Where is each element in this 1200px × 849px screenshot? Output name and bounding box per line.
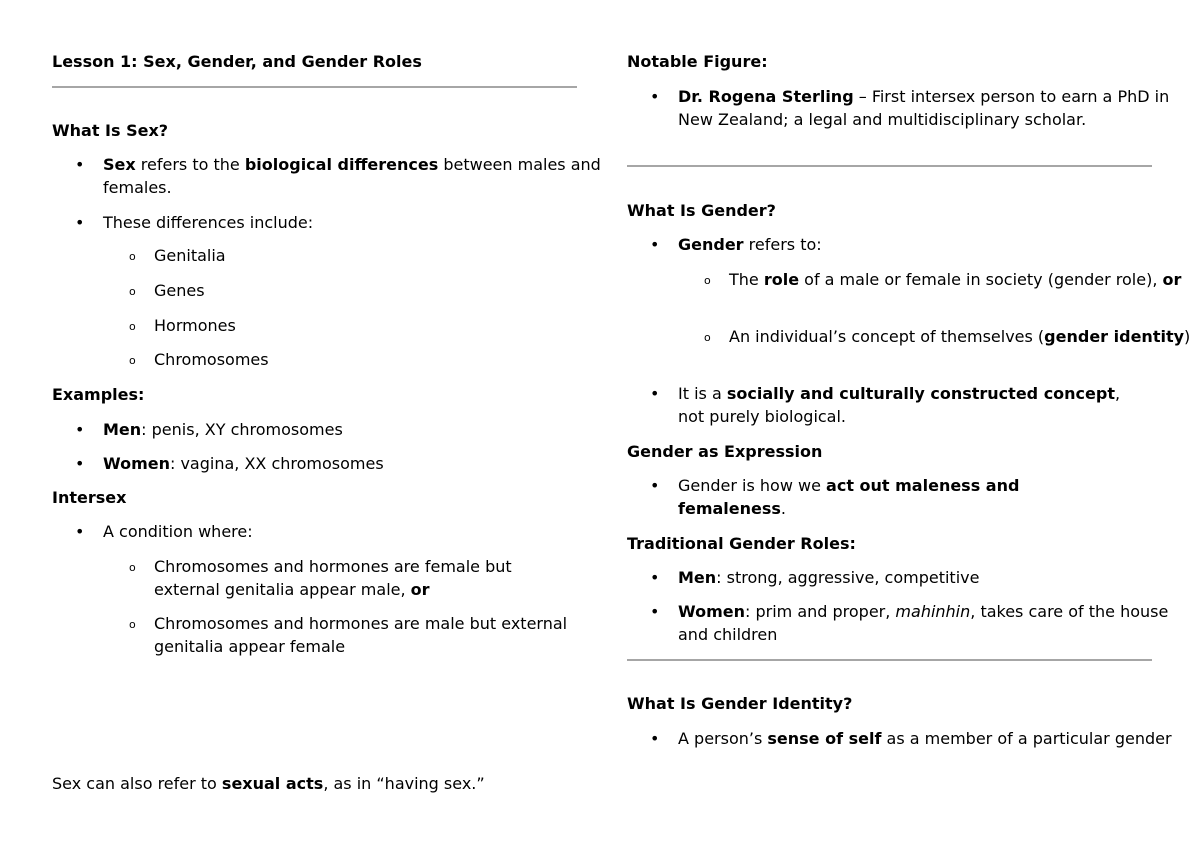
intersex-sub-item-1: o Chromosomes and hormones are female but external genitalia appear male, or	[52, 555, 574, 601]
intersex-bullet: • A condition where:	[52, 520, 628, 543]
examples-heading: Examples:	[52, 385, 145, 404]
gender-sub-item-1: o The role of a male or female in society (gender role), or	[627, 268, 1200, 291]
differences-bullet: • These differences include:	[52, 211, 628, 234]
socially-constructed-bullet: • It is a socially and culturally constructed concept, not purely biological.	[627, 382, 1138, 428]
gender-identity-heading: What Is Gender Identity?	[627, 694, 853, 713]
gender-expression-heading: Gender as Expression	[627, 442, 823, 461]
list-item: o Genitalia	[52, 244, 679, 267]
traditional-roles-heading: Traditional Gender Roles:	[627, 534, 856, 553]
what-is-gender-heading: What Is Gender?	[627, 201, 776, 220]
notable-figure-bullet: • Dr. Rogena Sterling – First intersex person to earn a PhD in New Zealand; a legal and multidisciplinary scholar.	[627, 85, 1200, 131]
notable-figure-heading: Notable Figure:	[627, 52, 768, 71]
lesson-title: Lesson 1: Sex, Gender, and Gender Roles	[52, 52, 422, 71]
intersex-heading: Intersex	[52, 488, 127, 507]
gender-sub-item-2: o An individual’s concept of themselves (gender identity)	[627, 325, 1200, 348]
gender-expression-bullet: • Gender is how we act out maleness and femaleness.	[627, 474, 1128, 520]
section-divider	[627, 165, 1152, 167]
sex-footer-note: Sex can also refer to sexual acts, as in “having sex.”	[52, 774, 485, 793]
example-women-bullet: • Women: vagina, XX chromosomes	[52, 452, 628, 475]
list-item: o Genes	[52, 279, 679, 302]
traditional-men-bullet: • Men: strong, aggressive, competitive	[627, 566, 1200, 589]
sex-definition-bullet: • Sex refers to the biological differences between males and females.	[52, 153, 628, 199]
what-is-sex-heading: What Is Sex?	[52, 121, 169, 140]
example-men-bullet: • Men: penis, XY chromosomes	[52, 418, 628, 441]
list-item: o Hormones	[52, 314, 679, 337]
section-divider	[627, 659, 1152, 661]
title-divider	[52, 86, 577, 88]
intersex-sub-item-2: o Chromosomes and hormones are male but external genitalia appear female	[52, 612, 574, 658]
traditional-women-bullet: • Women: prim and proper, mahinhin, takes care of the house and children	[627, 600, 1200, 646]
gender-identity-bullet: • A person’s sense of self as a member of a particular gender	[627, 727, 1200, 750]
gender-refers-bullet: • Gender refers to:	[627, 233, 1200, 256]
list-item: o Chromosomes	[52, 348, 679, 371]
